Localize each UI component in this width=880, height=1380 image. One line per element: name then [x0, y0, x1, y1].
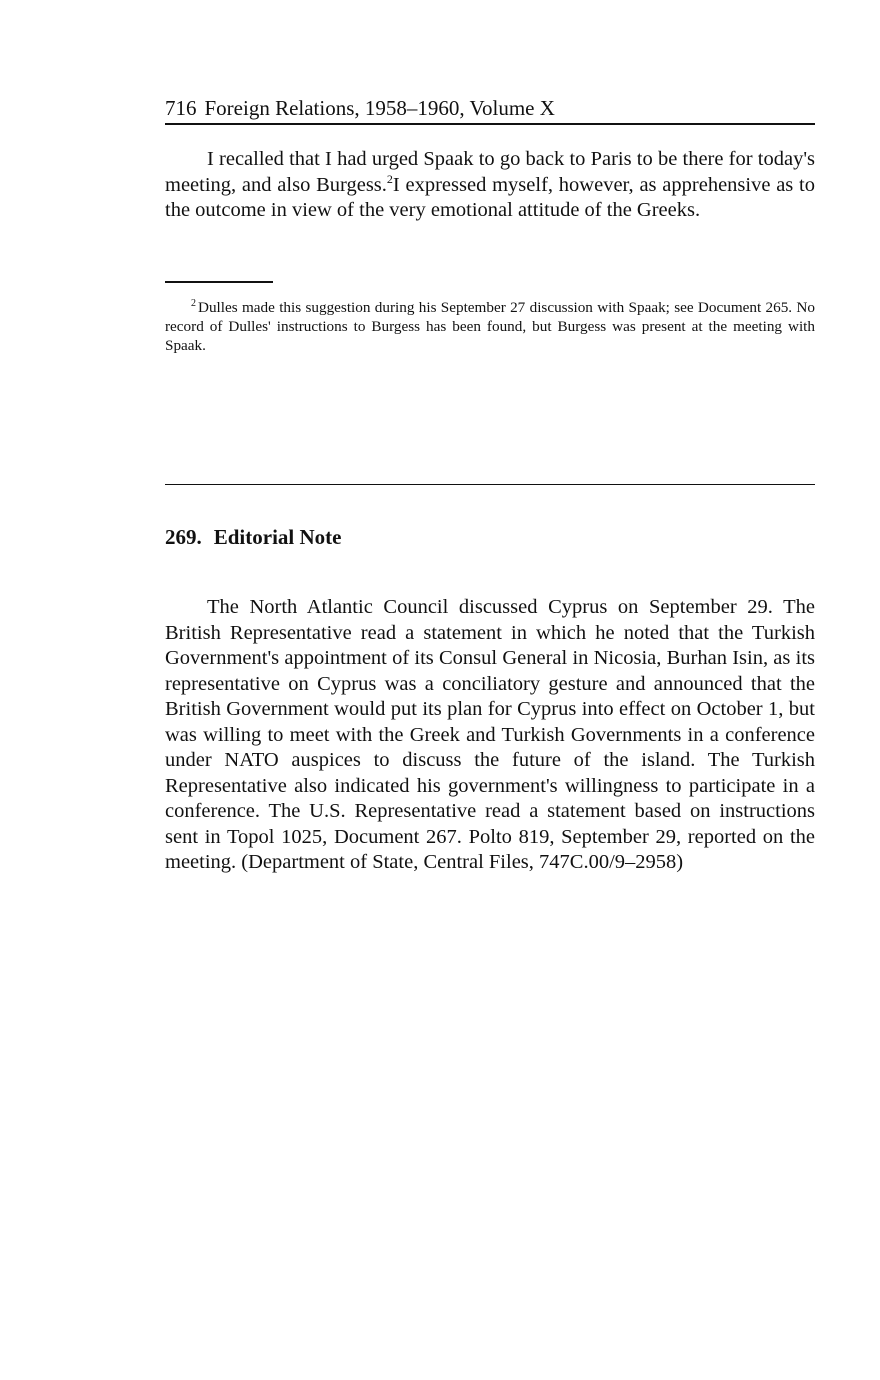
- page-number: 716: [165, 96, 197, 120]
- section-number: 269.: [165, 525, 202, 549]
- continued-paragraph: [165, 147, 815, 224]
- header-rule: [165, 123, 815, 125]
- footnote-text: Dulles made this suggestion during his September 27 discussion with Spaak; see Document 265. No record of Dulles' instructions to Burgess has been found, but Burgess was present at the meeting with Spaak.: [165, 299, 815, 354]
- paragraph-text-end: I expressed myself, however, as apprehensive as to the outcome in view of the very emotional attitude of the Greeks.: [165, 173, 816, 221]
- section-heading: [165, 523, 341, 551]
- footnote: [165, 298, 815, 355]
- section-divider: [165, 484, 815, 485]
- running-header: [165, 94, 815, 122]
- footnote-reference: 2: [386, 171, 393, 186]
- paragraph-text-start: I recalled that I had urged Spaak to go back to Paris to be there for today's meeting, and also Burgess.: [165, 148, 815, 196]
- footnote-rule: [165, 281, 273, 283]
- volume-title: Foreign Relations, 1958–1960, Volume X: [204, 96, 555, 120]
- footnote-marker: 2: [191, 297, 196, 309]
- editorial-note-body: The North Atlantic Council discussed Cyprus on September 29. The British Representative read a statement in which he noted that the Turkish Government's appointment of its Consul General in Nicosia, Burhan Isin, as its representative on Cyprus was a conciliatory gesture and announced that the British Government would put its plan for Cyprus into effect on October 1, but was willing to meet with the Greek and Turkish Governments in a conference under NATO auspices to discuss the future of the island. The Turkish Representative also indicated his government's willingness to participate in a conference. The U.S. Representative read a statement based on instructions sent in Topol 1025, Document 267. Polto 819, September 29, reported on the meeting. (Department of State, Central Files, 747C.00/9–2958): [165, 596, 815, 873]
- section-title: Editorial Note: [213, 525, 342, 549]
